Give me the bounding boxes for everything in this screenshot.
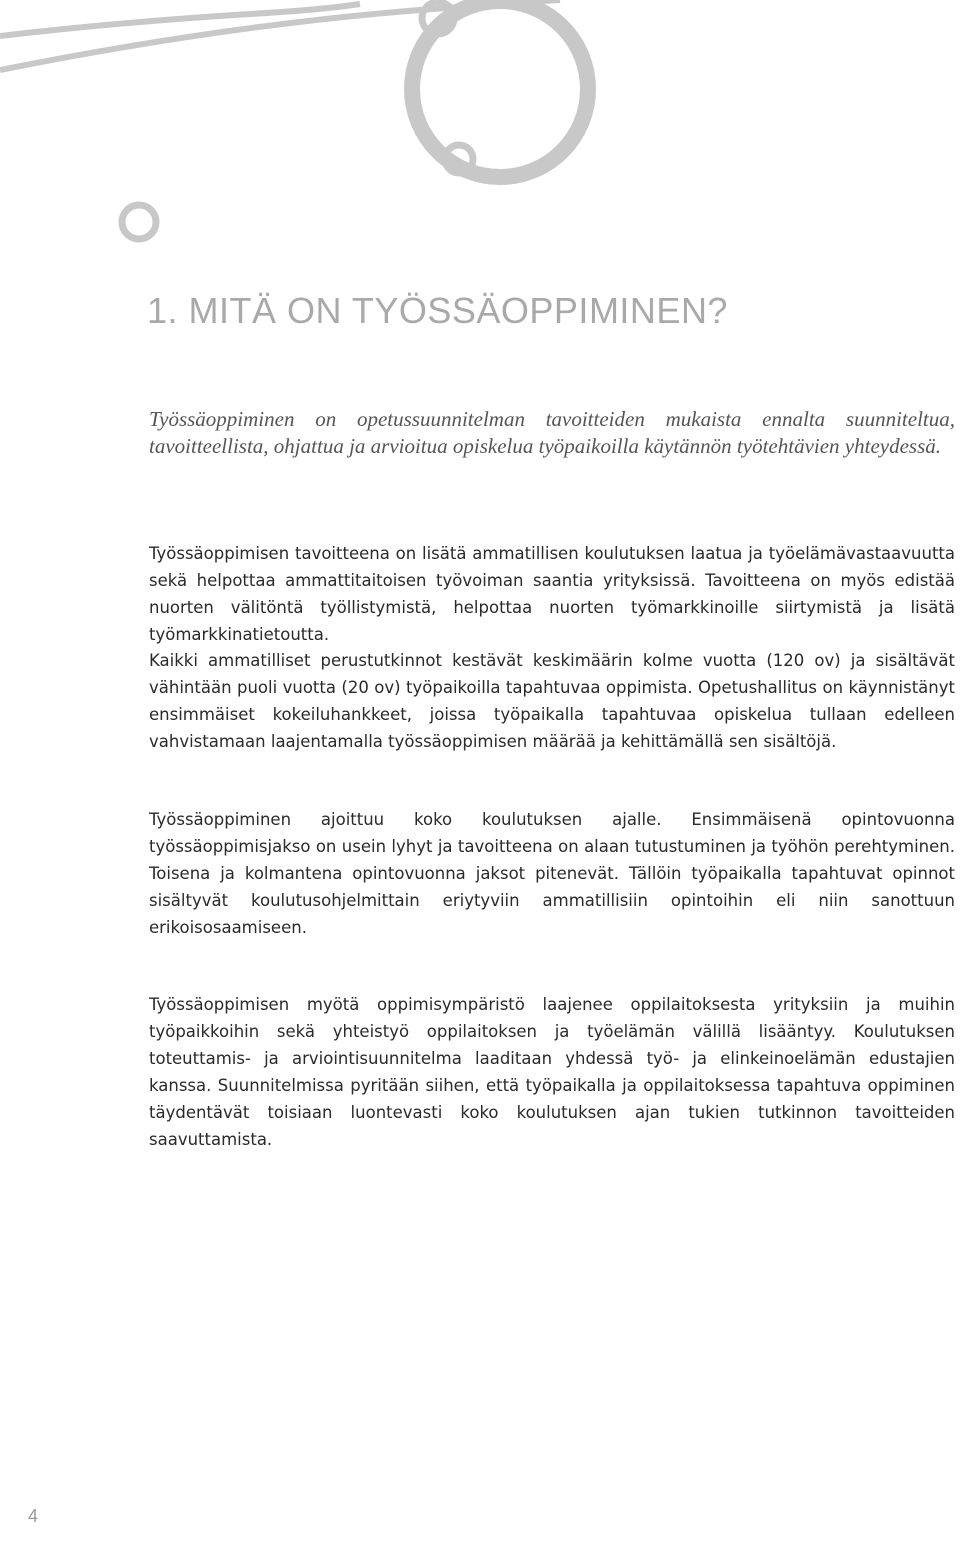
body-paragraph: Työssäoppiminen ajoittuu koko koulutuksen ajalle. Ensimmäisenä opintovuonna työssäoppimisjakso on usein lyhyt ja tavoitteena on alaan tutustuminen ja työhön perehtyminen. Toisena ja kolmantena opintovuonna jaksot pitenevät. Tällöin työpaikalla tapahtuvat opinnot sisältyvät koulutusohjelmittain eriytyviin ammatillisiin opintoihin eli niin sanottuun erikoisosaamiseen. — [149, 810, 955, 937]
body-paragraph: Työssäoppimisen myötä oppimisympäristö laajenee oppilaitoksesta yrityksiin ja muihin työpaikkoihin sekä yhteistyö oppilaitoksen ja työelämän välillä lisääntyy. Koulutuksen toteuttamis- ja arviointisuunnitelma laaditaan yhdessä työ- ja elinkeinoelämän edustajien kanssa. Suunnitelmissa pyritään siihen, että työpaikalla ja oppilaitoksessa tapahtuva oppiminen täydentävät toisiaan luontevasti koko koulutuksen ajan tukien tutkinnon tavoitteiden saavuttamista. — [149, 995, 955, 1149]
decor-ring-large — [412, 1, 588, 177]
decor-ring-bottom — [122, 205, 156, 239]
page-title: 1. MITÄ ON TYÖSSÄOPPIMINEN? — [147, 290, 728, 331]
intro-paragraph: Työssäoppiminen on opetussuunnitelman tavoitteiden mukaista ennalta suunniteltua, tavoitteellista, ohjattua ja arvioitua opiskelua työpaikoilla käytännön työtehtävien yhteydessä. — [149, 407, 955, 458]
page-number: 4 — [28, 1506, 39, 1526]
body-paragraph: Kaikki ammatilliset perustutkinnot kestävät keskimäärin kolme vuotta (120 ov) ja sisältävät vähintään puoli vuotta (20 ov) työpaikoilla tapahtuvaa oppimista. Opetushallitus on käynnistänyt ensimmäiset kokeiluhankkeet, joissa työpaikalla tapahtuvaa opiskelua tullaan edelleen vahvistamaan laajentamalla työssäoppimisen määrää ja kehittämällä sen sisältöjä. — [149, 651, 955, 751]
decorative-circles-graphic — [0, 0, 960, 300]
body-paragraph: Työssäoppimisen tavoitteena on lisätä ammatillisen koulutuksen laatua ja työelämävastaavuutta sekä helpottaa ammattitaitoisen työvoiman saantia yrityksissä. Tavoitteena on myös edistää nuorten välitöntä työllistymistä, helpottaa nuorten työmarkkinoille siirtymistä ja lisätä työmarkkinatietoutta. — [149, 544, 955, 644]
